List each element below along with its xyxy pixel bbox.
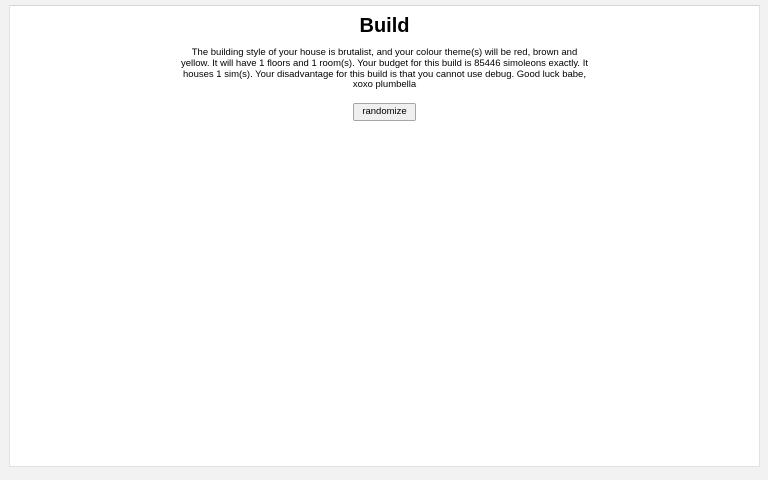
randomize-button[interactable]: randomize	[353, 103, 415, 121]
content-panel	[9, 5, 760, 467]
page-title: Build	[359, 15, 410, 37]
build-description: The building style of your house is brutalist, and your colour theme(s) will be red, brown and yellow. It will have 1 floors and 1 room(s). Your budget for this build is 85446 simoleons exactly. It houses 1 sim(s). Your disadvantage for this build is that you cannot use debug. Good luck babe, xoxo plumbella	[181, 47, 588, 91]
